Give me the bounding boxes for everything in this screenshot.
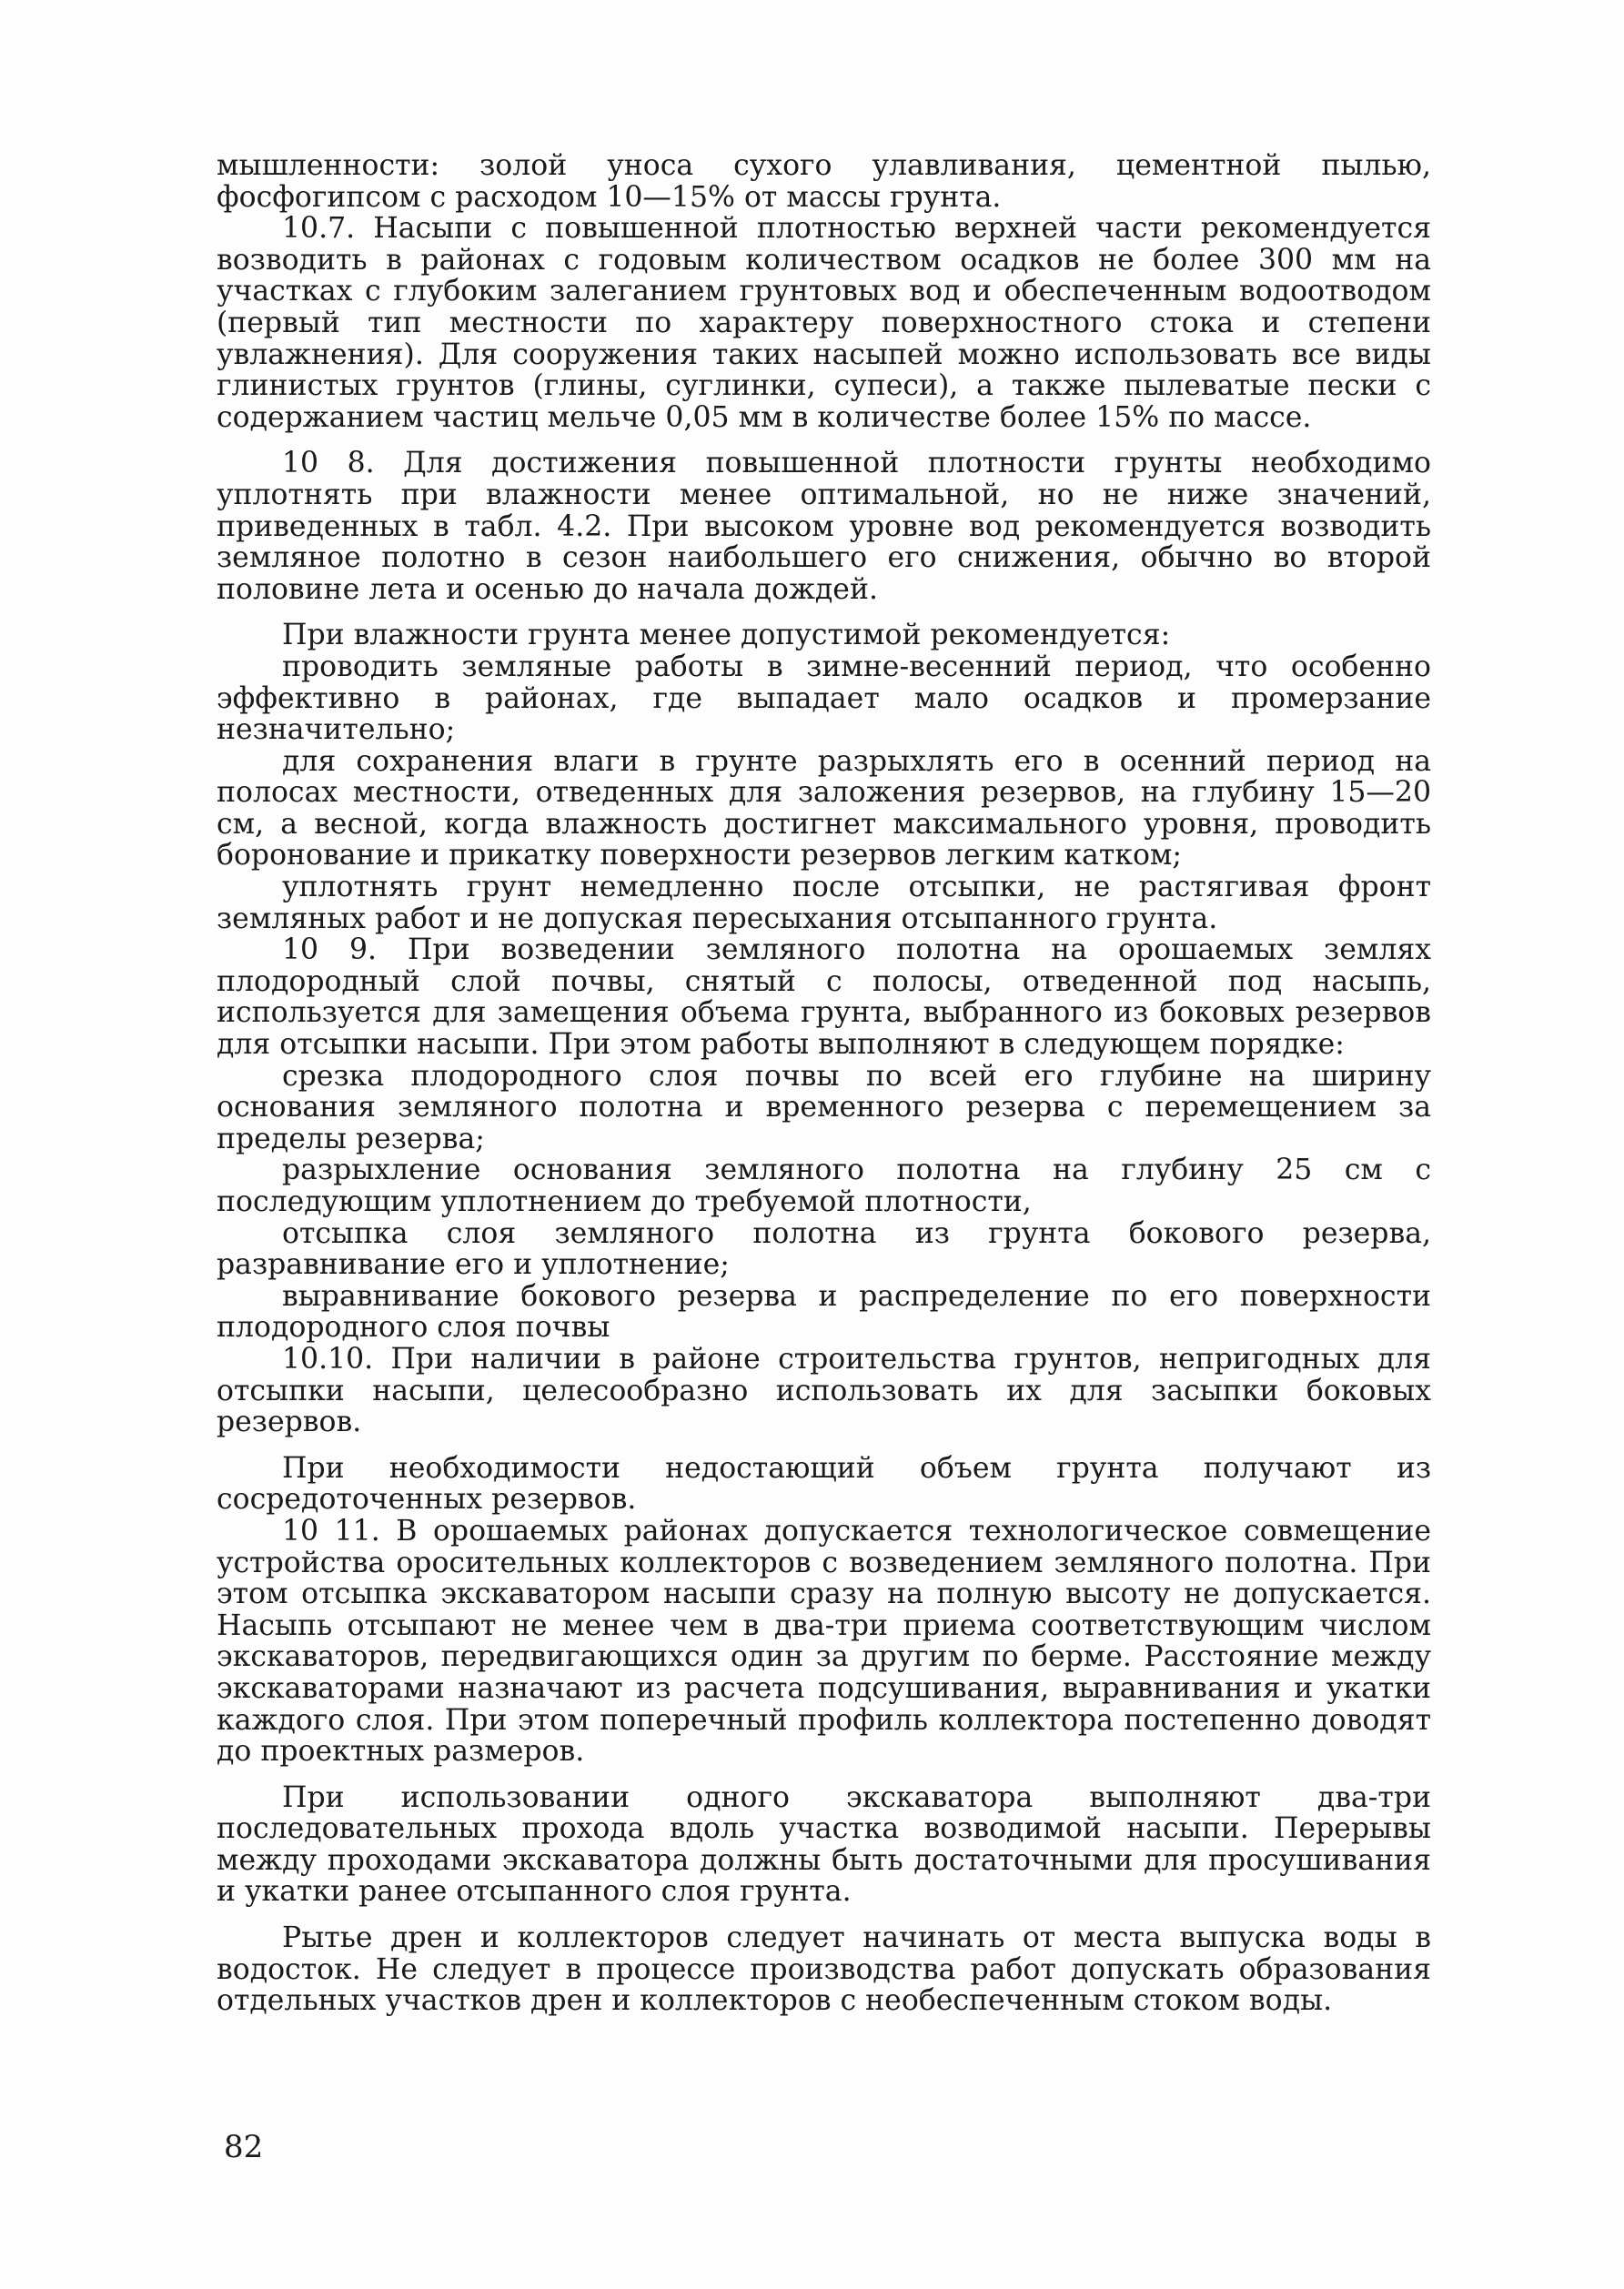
paragraph: При влажности грунта менее допустимой рекомендуется: xyxy=(282,619,1171,652)
paragraph: для сохранения влаги в грунте разрыхлять его в осенний период на полосах местности, отведенных для заложения резервов, на глубину 15—20 см, а весной, когда влажность достигнет максимального уровня, проводить боронование и прикатку поверхности резервов легким катком; xyxy=(217,744,1431,872)
paragraph: При использовании одного экскаватора выполняют два-три последовательных прохода вдоль участка возводимой насыпи. Перерывы между проходами экскаватора должны быть достаточными для просушивания и укатки ранее отсыпанного слоя грунта. xyxy=(217,1780,1431,1909)
paragraph: мышленности: золой уноса сухого улавливания, цементной пылью, фосфогипсом с расходом 10—15% от массы грунта. xyxy=(217,149,1431,214)
paragraph: 10 8. Для достижения повышенной плотности грунты необходимо уплотнять при влажности менее оптимальной, но не ниже значений, приведенных в табл. 4.2. При высоком уровне вод рекомендуется возводить земляное полотно в сезон наибольшего его снижения, обычно во второй половине лета и осенью до начала дождей. xyxy=(217,447,1431,606)
paragraph: 10.7. Насыпи с повышенной плотностью верхней части рекомендуется возводить в районах с годовым количеством осадков не более 300 мм на участках с глубоким залеганием грунтовых вод и обеспеченным водоотводом (первый тип местности по характеру поверхностного стока и степени увлажнения). Для сооружения таких насыпей можно использовать все виды глинистых грунтов (глины, суглинки, супеси), а также пылеватые пески с содержанием частиц мельче 0,05 мм в количестве более 15% по массе. xyxy=(217,212,1431,434)
paragraph: отсыпка слоя земляного полотна из грунта бокового резерва, разравнивание его и уплотнение; xyxy=(217,1216,1431,1282)
paragraph: При необходимости недостающий объем грунта получают из сосредоточенных резервов. xyxy=(217,1451,1431,1517)
paragraph: срезка плодородного слоя почвы по всей его глубине на ширину основания земляного полотна и временного резерва с перемещением за пределы резерва; xyxy=(217,1059,1431,1155)
paragraph: разрыхление основания земляного полотна на глубину 25 см с последующим уплотнением до требуемой плотности, xyxy=(217,1154,1431,1218)
paragraph: проводить земляные работы в зимне-весенний период, что особенно эффективно в районах, где выпадает мало осадков и промерзание незначительно; xyxy=(217,650,1431,747)
paragraph: 10 9. При возведении земляного полотна на орошаемых землях плодородный слой почвы, снятый с полосы, отведенной под насыпь, используется для замещения объема грунта, выбранного из боковых резервов для отсыпки насыпи. При этом работы выполняют в следующем порядке: xyxy=(217,933,1431,1062)
paragraph: уплотнять грунт немедленно после отсыпки, не растягивая фронт земляных работ и не допуская пересыхания отсыпанного грунта. xyxy=(217,871,1431,935)
paragraph: 10 11. В орошаемых районах допускается технологическое совмещение устройства оросительных коллекторов с возведением земляного полотна. При этом отсыпка экскаватором насыпи сразу на полную высоту не допускается. Насыпь отсыпают не менее чем в два-три приема соответствующим числом экскаваторов, передвигающихся один за другим по берме. Расстояние между экскаваторами назначают из расчета подсушивания, выравнивания и укатки каждого слоя. При этом поперечный профиль коллектора постепенно доводят до проектных размеров. xyxy=(217,1514,1431,1769)
page-number: 82 xyxy=(224,2129,264,2165)
paragraph: 10.10. При наличии в районе строительства грунтов, непригодных для отсыпки насыпи, целесообразно использовать их для засыпки боковых резервов. xyxy=(217,1342,1431,1439)
paragraph: Рытье дрен и коллекторов следует начинать от места выпуска воды в водосток. Не следует в процессе производства работ допускать образования отдельных участков дрен и коллекторов с необеспеченным стоком воды. xyxy=(217,1921,1431,2018)
paragraph: выравнивание бокового резерва и распределение по его поверхности плодородного слоя почвы xyxy=(217,1279,1431,1345)
body-text xyxy=(217,150,1431,2017)
